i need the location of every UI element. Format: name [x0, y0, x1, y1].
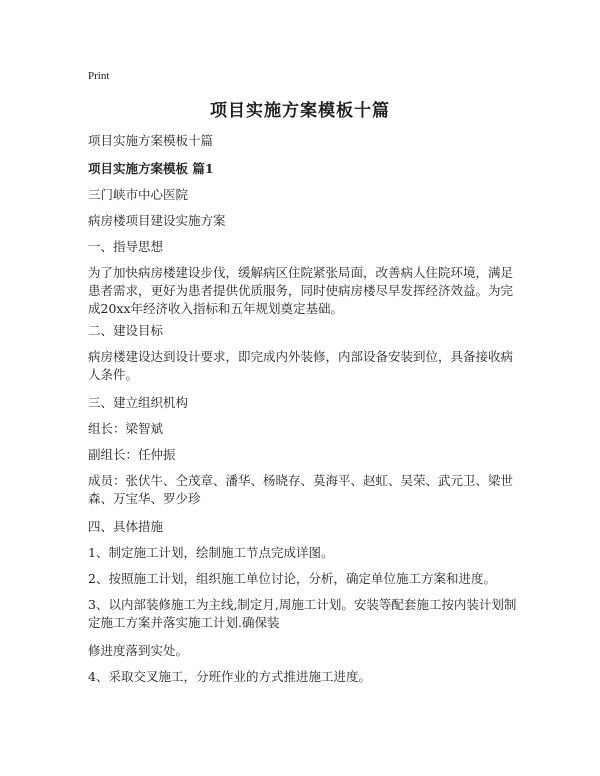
paragraph: 病房楼建设达到设计要求，即完成内外装修，内部设备安装到位，具备接收病人条件。 — [88, 349, 514, 382]
subtitle-paragraph: 项目实施方案模板十篇 — [88, 133, 214, 148]
document-title: 项目实施方案模板十篇 — [210, 101, 390, 121]
paragraph: 3、以内部装修施工为主线,制定月,周施工计划。安装等配套施工按内装计划制定施工方案并落实施工计划.确保装 — [88, 597, 517, 630]
section-heading: 项目实施方案模板 篇1 — [88, 161, 214, 176]
paragraph: 组长：梁智斌 — [88, 421, 164, 436]
paragraph: 三门峡市中心医院 — [88, 187, 189, 202]
paragraph: 三、建立组织机构 — [88, 395, 189, 410]
paragraph: 二、建设目标 — [88, 323, 164, 338]
paragraph: 为了加快病房楼建设步伐，缓解病区住院紧张局面，改善病人住院环境，满足患者需求，更好为患者提供优质服务，同时使病房楼尽早发挥经济效益。为完成20xx年经济收入指标和五年规划奠定基础。 — [88, 265, 514, 316]
paragraph: 病房楼项目建设实施方案 — [88, 213, 226, 228]
paragraph: 1、制定施工计划，绘制施工节点完成详图。 — [88, 545, 334, 560]
print-label: Print — [88, 70, 110, 82]
paragraph: 2、按照施工计划，组织施工单位讨论，分析，确定单位施工方案和进度。 — [88, 571, 496, 586]
paragraph: 成员：张伏牛、仝茂章、潘华、杨晓存、莫海平、赵虹、吴荣、武元卫、梁世森、万宝华、罗少珍 — [88, 473, 514, 506]
paragraph: 副组长：任仲振 — [88, 447, 176, 462]
paragraph: 一、指导思想 — [88, 239, 164, 254]
paragraph: 修进度落到实处。 — [88, 643, 189, 658]
paragraph: 四、具体措施 — [88, 519, 164, 534]
paragraph: 4、采取交叉施工，分班作业的方式推进施工进度。 — [88, 669, 371, 684]
